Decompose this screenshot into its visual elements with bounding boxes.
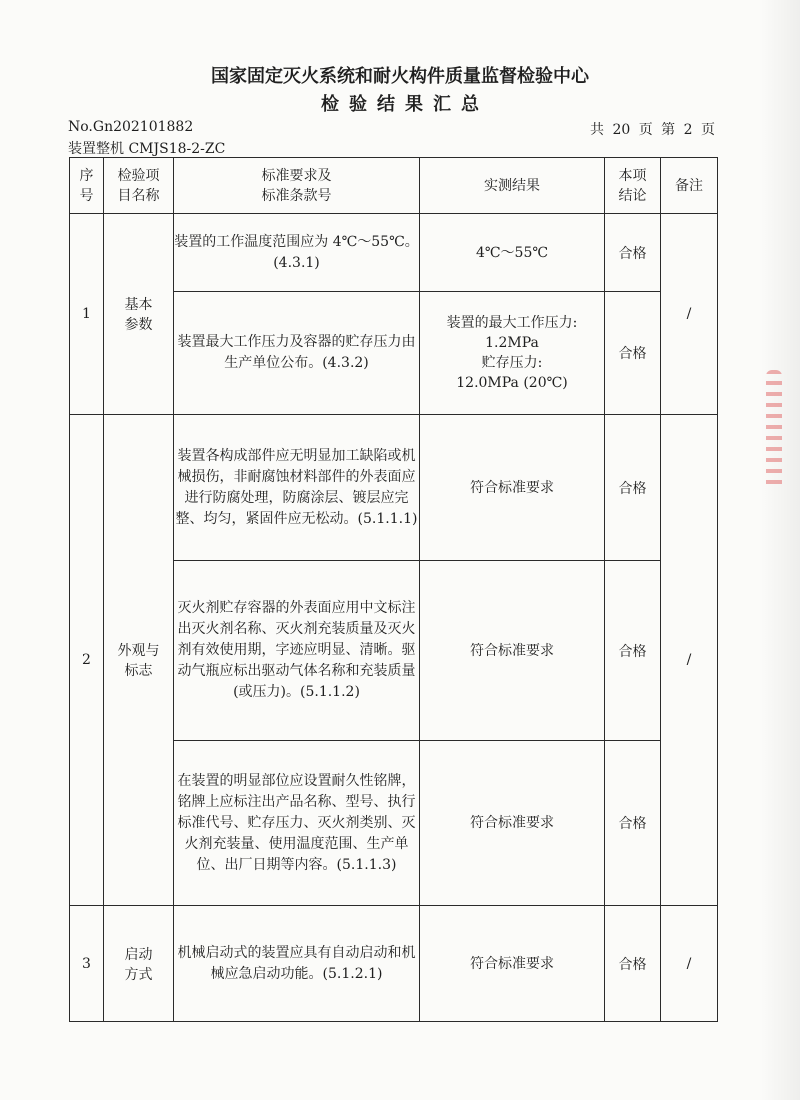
header-no-line1: 序 [79, 167, 94, 184]
row-result: 符合标准要求 [420, 561, 605, 741]
header-conclusion-line2: 结论 [618, 187, 647, 204]
header-no [70, 158, 104, 214]
row-item-line2: 方式 [124, 966, 153, 983]
row-item [104, 214, 174, 415]
row-requirement: 灭火剂贮存容器的外表面应用中文标注出灭火剂名称、灭火剂充装质量及灭火剂有效使用期，字迹应明显、清晰。驱动气瓶应标出驱动气体名称和充装质量(或压力)。(5.1.1.2) [174, 561, 420, 741]
row-requirement: 装置的工作温度范围应为 4℃～55℃。(4.3.1) [174, 214, 420, 292]
scan-edge-shadow [760, 0, 800, 1100]
header-remark: 备注 [661, 158, 718, 214]
row-result: 符合标准要求 [420, 415, 605, 561]
row-requirement: 装置最大工作压力及容器的贮存压力由生产单位公布。(4.3.2) [174, 292, 420, 415]
header-item [104, 158, 174, 214]
row-result-line2: 1.2MPa [485, 335, 539, 351]
row-item-line2: 参数 [124, 317, 153, 333]
row-item [104, 415, 174, 906]
row-item-line2: 标志 [124, 663, 153, 679]
row-conclusion: 合格 [605, 741, 661, 906]
row-result: 4℃～55℃ [420, 214, 605, 292]
row-conclusion: 合格 [605, 561, 661, 741]
report-number: No.Gn202101882 [68, 119, 194, 135]
row-item-line1: 基本 [124, 297, 153, 313]
header-standard-line2: 标准条款号 [261, 187, 332, 204]
header-no-line2: 号 [79, 187, 94, 204]
row-requirement: 装置各构成部件应无明显加工缺陷或机械损伤，非耐腐蚀材料部件的外表面应进行防腐处理，防腐涂层、镀层应完整、均匀，紧固件应无松动。(5.1.1.1) [174, 415, 420, 561]
header-result: 实测结果 [420, 158, 605, 214]
header-standard [174, 158, 420, 214]
row-result [420, 292, 605, 415]
row-no: 3 [70, 906, 104, 1022]
results-table [69, 157, 718, 1022]
row-result-line4: 12.0MPa (20℃) [456, 375, 568, 391]
row-no: 2 [70, 415, 104, 906]
row-requirement: 在装置的明显部位应设置耐久性铭牌，铭牌上应标注出产品名称、型号、执行标准代号、贮存压力、灭火剂类别、灭火剂充装量、使用温度范围、生产单位、出厂日期等内容。(5.1.1.3) [174, 741, 420, 906]
header-item-line2: 目名称 [117, 187, 160, 204]
row-no: 1 [70, 214, 104, 415]
row-conclusion: 合格 [605, 214, 661, 292]
row-item-line1: 启动 [124, 946, 153, 963]
row-result-line1: 装置的最大工作压力: [446, 315, 578, 331]
row-item [104, 906, 174, 1022]
row-conclusion: 合格 [605, 292, 661, 415]
table-row [70, 906, 718, 1022]
header-conclusion-line1: 本项 [618, 167, 647, 184]
document-title: 国家固定灭火系统和耐火构件质量监督检验中心 [211, 66, 589, 87]
row-result: 符合标准要求 [420, 906, 605, 1022]
row-item-line1: 外观与 [117, 643, 160, 659]
page-info: 共 20 页 第 2 页 [590, 122, 715, 138]
header-standard-line1: 标准要求及 [261, 167, 332, 184]
header-item-line1: 检验项 [117, 167, 160, 184]
row-result-line3: 贮存压力: [481, 355, 543, 371]
table-row [70, 214, 718, 292]
header-conclusion [605, 158, 661, 214]
row-remark: / [661, 906, 718, 1022]
table-header-row [70, 158, 718, 214]
device-model: 装置整机 CMJS18-2-ZC [68, 141, 226, 157]
row-remark: / [661, 214, 718, 415]
table-row [70, 415, 718, 561]
row-result: 符合标准要求 [420, 741, 605, 906]
row-conclusion: 合格 [605, 415, 661, 561]
row-requirement: 机械启动式的装置应具有自动启动和机械应急启动功能。(5.1.2.1) [174, 906, 420, 1022]
seal-stamp-fragment [766, 370, 782, 490]
document-subtitle: 检验结果汇总 [321, 94, 489, 115]
row-conclusion: 合格 [605, 906, 661, 1022]
row-remark: / [661, 415, 718, 906]
